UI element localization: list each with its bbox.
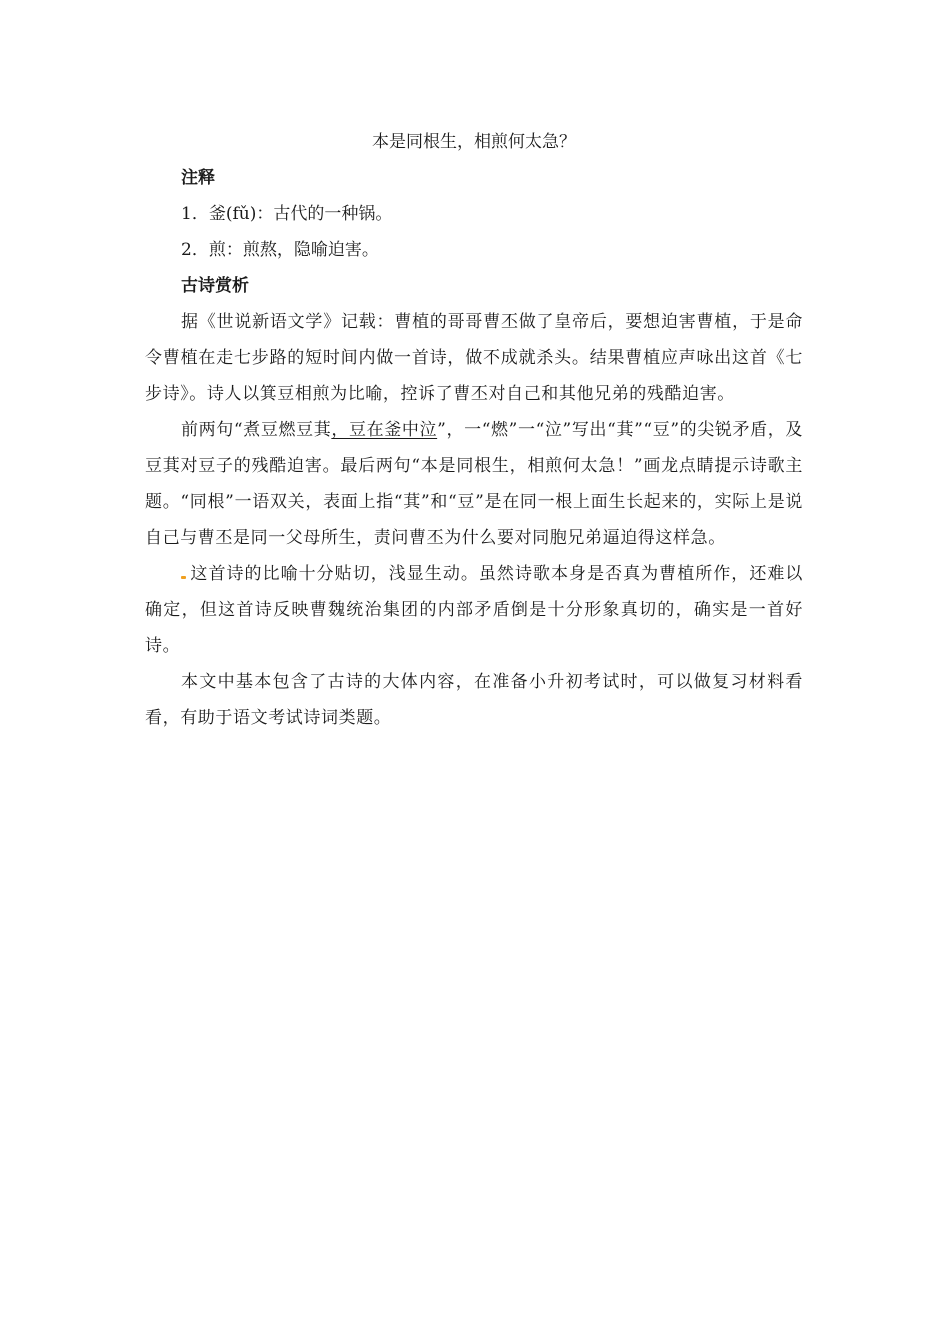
- appreciation-paragraph-3: [145, 556, 803, 664]
- notes-heading: 注释: [181, 168, 215, 188]
- underlined-quote: ，豆在釜中泣: [331, 420, 438, 440]
- highlight-mark-icon: [181, 576, 186, 579]
- note-item-2: 2．煎：煎熬，隐喻迫害。: [181, 240, 379, 260]
- paragraph-3-text: 这首诗的比喻十分贴切，浅显生动。虽然诗歌本身是否真为曹植所作，还难以确定，但这首诗反映曹魏统治集团的内部矛盾倒是十分形象真切的，确实是一首好诗。: [145, 564, 803, 656]
- paragraph-2-lead: 前两句“煮豆燃豆萁: [181, 420, 332, 440]
- poem-line: 本是同根生，相煎何太急？: [372, 132, 576, 152]
- document-body: [145, 124, 803, 736]
- note-item-1: 1．釜(fǔ)：古代的一种锅。: [181, 204, 393, 224]
- appreciation-paragraph-4: 本文中基本包含了古诗的大体内容，在准备小升初考试时，可以做复习材料看看，有助于语文考试诗词类题。: [145, 672, 803, 728]
- appreciation-heading: 古诗赏析: [181, 276, 249, 296]
- paragraph-2-rest: ”，一“燃”一“泣”写出“萁”“豆”的尖锐矛盾，及豆萁对豆子的残酷迫害。最后两句“本是同根生，相煎何太急！”画龙点睛提示诗歌主题。“同根”一语双关，表面上指“萁”和“豆”是在同一根上面生长起来的，实际上是说自己与曹丕是同一父母所生，责问曹丕为什么要对同胞兄弟逼迫得这样急。: [145, 420, 804, 548]
- appreciation-paragraph-2: [145, 412, 803, 556]
- appreciation-paragraph-1: 据《世说新语文学》记载：曹植的哥哥曹丕做了皇帝后，要想迫害曹植，于是命令曹植在走七步路的短时间内做一首诗，做不成就杀头。结果曹植应声咏出这首《七步诗》。诗人以箕豆相煎为比喻，控诉了曹丕对自己和其他兄弟的残酷迫害。: [145, 312, 803, 404]
